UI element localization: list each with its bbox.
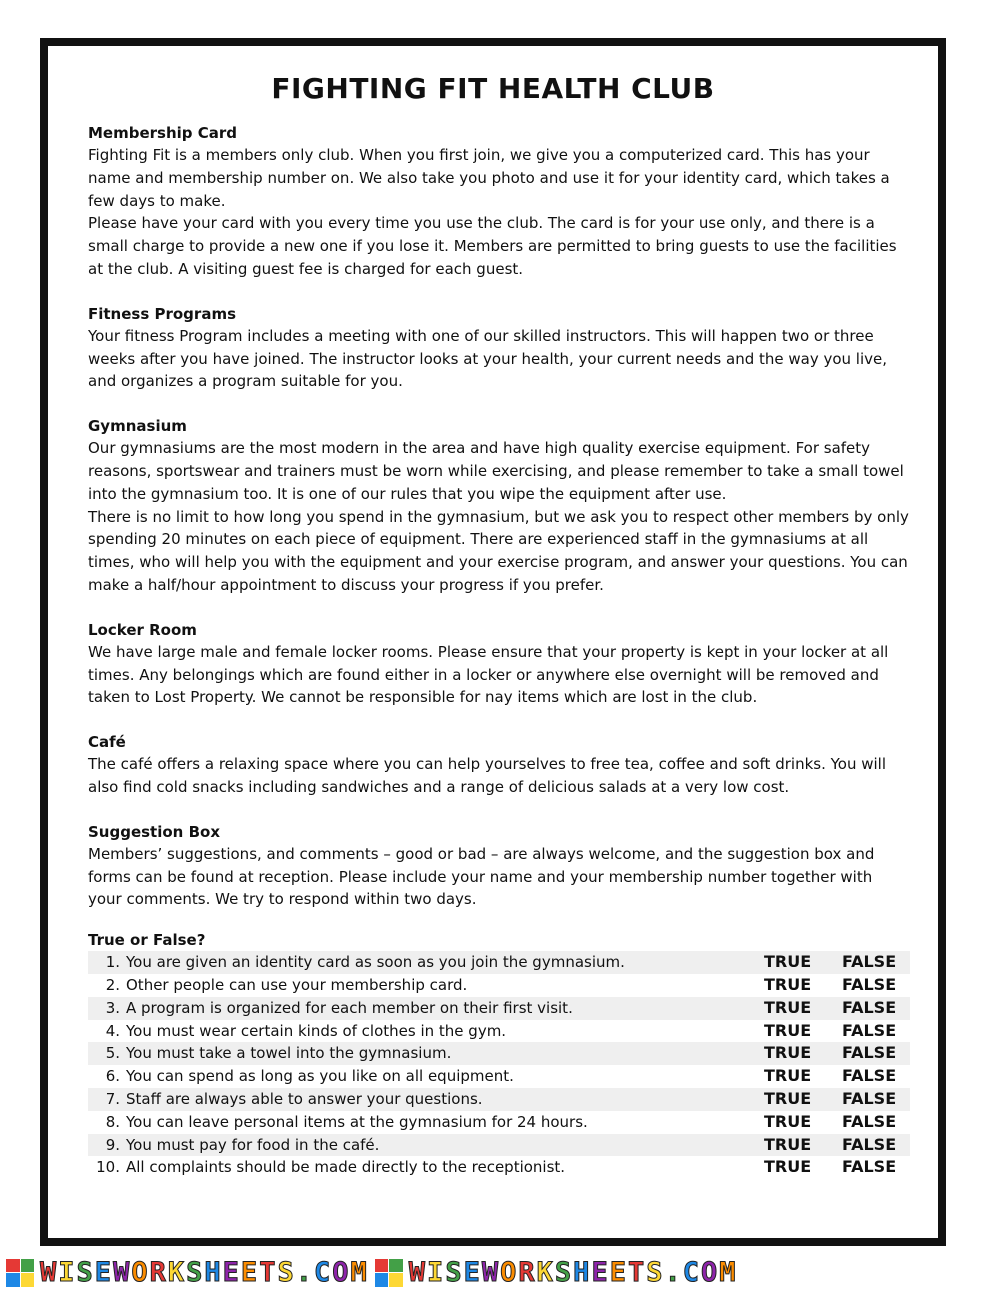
sections-container [88, 122, 910, 911]
false-option[interactable]: FALSE [842, 1066, 897, 1086]
brand-logo-icon [6, 1259, 34, 1287]
quiz-item-statement: You must take a towel into the gymnasium. [126, 1042, 764, 1065]
quiz-row [88, 1134, 910, 1157]
section [88, 619, 910, 709]
brand-text: WISEWORKSHEETS.COM [408, 1257, 738, 1288]
quiz-item-statement: You must wear certain kinds of clothes in the gym. [126, 1021, 507, 1040]
quiz-row [88, 1088, 910, 1111]
true-option[interactable]: TRUE [764, 951, 842, 974]
quiz-row [88, 1111, 910, 1134]
true-option[interactable]: TRUE [764, 1020, 812, 1040]
section [88, 731, 910, 799]
true-option[interactable]: TRUE [764, 974, 812, 994]
section-paragraph: There is no limit to how long you spend in the gymnasium, but we ask you to respect other members by only spending 20 minutes on each piece of equipment. There are experienced staff in the gymnasiums at all times, who will help you with the equipment and your exercise program, and answer your questions. You can make a half/hour appointment to discuss your progress if you prefer. [88, 507, 909, 594]
true-option[interactable]: TRUE [764, 1111, 812, 1131]
quiz-item-number: 3. [88, 997, 126, 1020]
quiz-item-number: 4. [105, 1021, 120, 1040]
quiz-item-statement: You are given an identity card as soon as you join the gymnasium. [126, 951, 764, 974]
false-option[interactable]: FALSE [842, 1020, 897, 1040]
quiz-row [88, 997, 910, 1020]
section-paragraph: Our gymnasiums are the most modern in the area and have high quality exercise equipment. For safety reasons, sportswear and trainers must be worn while exercising, and please remember to take a small towel into the gymnasium too. It is one of our rules that you wipe the equipment after use. [88, 439, 904, 503]
section-paragraph: Your fitness Program includes a meeting with one of our skilled instructors. This will happen two or three weeks after you have joined. The instructor looks at your health, your current needs and the way you live, and organizes a program suitable for you. [88, 326, 888, 391]
quiz-item-statement: Other people can use your membership card. [126, 975, 468, 994]
worksheet-frame [40, 38, 946, 1246]
section-heading: Fitness Programs [88, 304, 237, 323]
worksheet-content [88, 122, 910, 1179]
section [88, 821, 910, 911]
true-option[interactable]: TRUE [764, 997, 842, 1020]
quiz-item-statement: A program is organized for each member on their first visit. [126, 997, 764, 1020]
false-option[interactable]: FALSE [842, 997, 910, 1020]
false-option[interactable]: FALSE [842, 1111, 897, 1131]
quiz-item-statement: You must pay for food in the café. [126, 1134, 764, 1157]
brand-text: WISEWORKSHEETS.COM [40, 1257, 369, 1288]
section [88, 122, 910, 281]
quiz-item-number: 8. [105, 1112, 120, 1131]
quiz-row [88, 974, 910, 997]
section-paragraph: Please have your card with you every time you use the club. The card is for your use only, and there is a small charge to provide a new one if you lose it. Members are permitted to bring guests to use the facilities at the club. A visiting guest fee is charged for each guest. [88, 214, 897, 278]
section-heading: Suggestion Box [88, 822, 220, 841]
false-option[interactable]: FALSE [842, 1157, 897, 1177]
quiz-item-statement: You can spend as long as you like on all equipment. [126, 1067, 514, 1086]
quiz-row [88, 1020, 910, 1043]
quiz-item-number: 10. [96, 1158, 120, 1177]
false-option[interactable]: FALSE [842, 1134, 910, 1157]
true-option[interactable]: TRUE [764, 1134, 842, 1157]
section-heading: Gymnasium [88, 417, 187, 436]
false-option[interactable]: FALSE [842, 974, 897, 994]
quiz-item-number: 1. [88, 951, 126, 974]
section-paragraph: We have large male and female locker rooms. Please ensure that your property is kept in your locker at all times. Any belongings which are found either in a locker or anywhere else overnight will be removed and taken to Lost Property. We cannot be responsible for nay items which are lost in the club. [88, 642, 889, 707]
footer-banner [0, 1254, 1000, 1291]
quiz-item-number: 9. [88, 1134, 126, 1157]
quiz-row [88, 951, 910, 974]
page-title: FIGHTING FIT HEALTH CLUB [271, 72, 715, 105]
quiz-item-number: 7. [88, 1088, 126, 1111]
section [88, 303, 910, 393]
true-option[interactable]: TRUE [764, 1157, 812, 1177]
quiz-item-statement: All complaints should be made directly to the receptionist. [126, 1158, 566, 1177]
true-option[interactable]: TRUE [764, 1088, 842, 1111]
quiz-heading: True or False? [88, 931, 206, 950]
quiz-item-statement: You can leave personal items at the gymnasium for 24 hours. [126, 1112, 588, 1131]
quiz-row [88, 1156, 910, 1179]
true-option[interactable]: TRUE [764, 1042, 842, 1065]
section-paragraph: Fighting Fit is a members only club. When you first join, we give you a computerized card. This has your name and membership number on. We also take you photo and use it for your identity card, which takes a few days to make. [88, 146, 890, 210]
quiz-item-number: 5. [88, 1042, 126, 1065]
quiz-row [88, 1042, 910, 1065]
true-option[interactable]: TRUE [764, 1066, 812, 1086]
quiz-item-statement: Staff are always able to answer your questions. [126, 1088, 764, 1111]
section-heading: Locker Room [88, 620, 197, 639]
false-option[interactable]: FALSE [842, 951, 910, 974]
section-paragraph: The café offers a relaxing space where you can help yourselves to free tea, coffee and soft drinks. You will also find cold snacks including sandwiches and a range of delicious salads at a very low cost. [88, 755, 887, 796]
brand-logo-icon [375, 1259, 403, 1287]
quiz-row [88, 1065, 910, 1088]
section [88, 415, 910, 597]
quiz-item-number: 6. [105, 1067, 120, 1086]
section-heading: Membership Card [88, 124, 238, 142]
section-paragraph: Members’ suggestions, and comments – good or bad – are always welcome, and the suggestion box and forms can be found at reception. Please include your name and your membership number together with your comments. We try to respond within two days. [88, 844, 875, 909]
true-false-table [88, 951, 910, 1179]
false-option[interactable]: FALSE [842, 1042, 910, 1065]
section-heading: Café [88, 733, 126, 752]
quiz-item-number: 2. [105, 975, 120, 994]
false-option[interactable]: FALSE [842, 1088, 910, 1111]
